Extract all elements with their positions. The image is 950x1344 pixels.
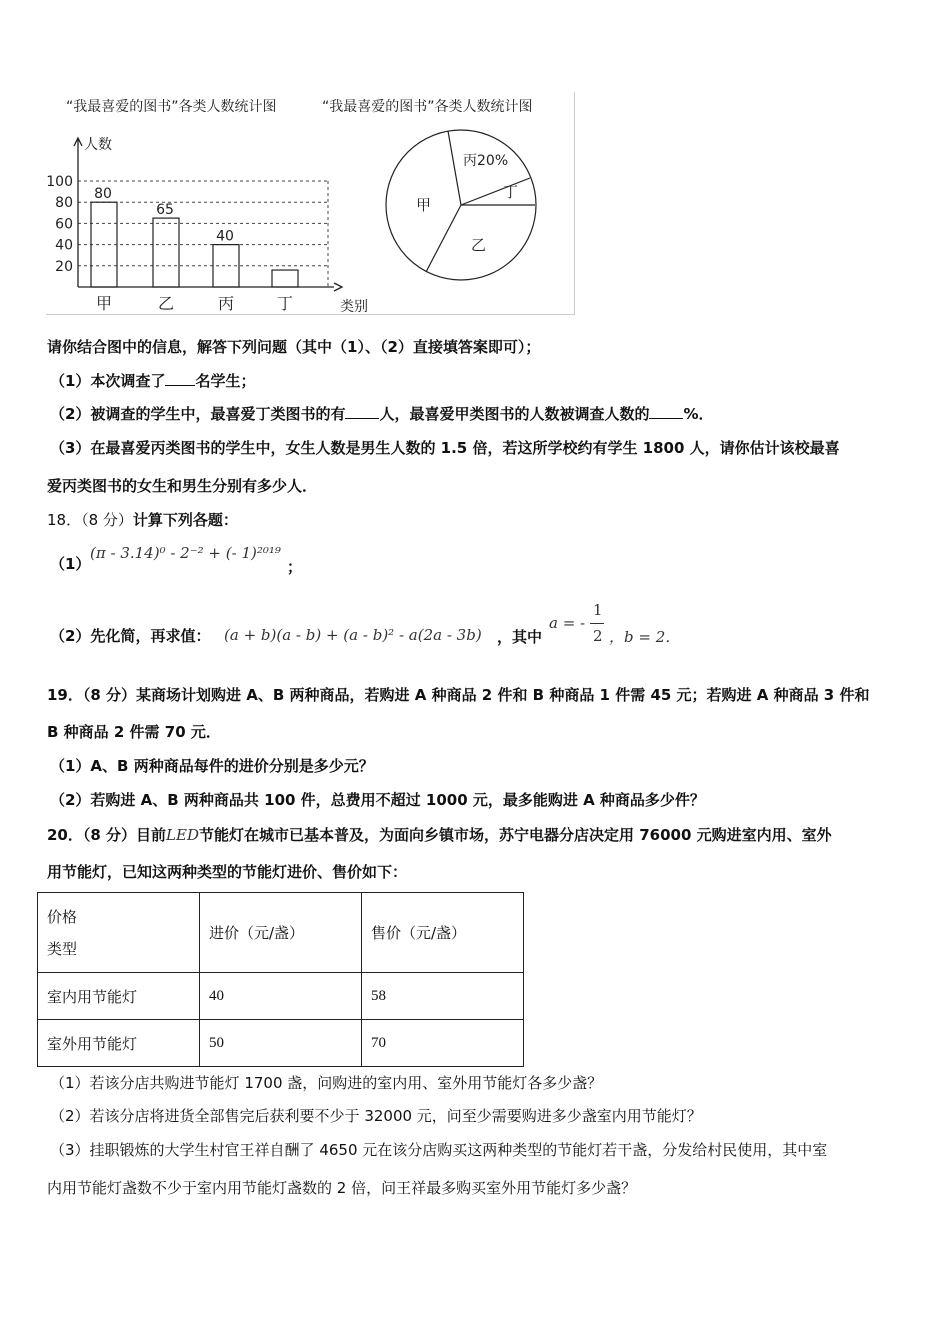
q18-a-equals: a = - xyxy=(549,614,586,632)
q18-expression-2: (a + b)(a - b) + (a - b)² - a(2a - 3b) xyxy=(224,626,482,644)
q18-b-equals: ，b = 2． xyxy=(609,628,681,646)
q17-part3-line2: 爱丙类图书的女生和男生分别有多少人． xyxy=(47,477,318,495)
pie-divider-jia-bing xyxy=(448,131,461,205)
pie-divider-yi-jia xyxy=(426,205,461,272)
table-row: 室外用节能灯 50 70 xyxy=(38,1020,524,1067)
q18-heading: 18．（8 分）计算下列各题： xyxy=(47,511,238,529)
q18-expression-1: (π - 3.14)⁰ - 2⁻² + (- 1)²⁰¹⁹ xyxy=(90,544,281,562)
q18-fraction-numerator: 1 xyxy=(593,601,603,619)
pie-divider-bing-ding xyxy=(461,178,530,205)
table-header-row xyxy=(38,893,524,973)
y-tick-label: 80 xyxy=(55,195,73,212)
q17-part1: （1）本次调查了 名学生； xyxy=(50,372,256,390)
q18-part1: （1） xyxy=(50,555,91,573)
y-tick-label: 20 xyxy=(55,258,73,275)
q20-part3-line2: 内用节能灯盏数不少于室内用节能灯盏数的 2 倍，问王祥最多购买室外用节能灯多少盏？ xyxy=(47,1179,637,1197)
q17-blank-2[interactable] xyxy=(345,404,379,419)
q20-part2: （2）若该分店将进货全部售完后获利要不少于 32000 元，问至少需要购进多少盏室内用节能灯？ xyxy=(50,1107,702,1125)
q19-part2: （2）若购进 A、B 两种商品共 100 件，总费用不超过 1000 元，最多能购进 A 种商品多少件？ xyxy=(50,791,705,809)
q17-part2: （2）被调查的学生中，最喜爱丁类图书的有 人，最喜爱甲类图书的人数被调查人数的 %． xyxy=(50,405,714,423)
table-row: 室内用节能灯 40 58 xyxy=(38,973,524,1020)
table-header-price: 售价（元/盏） xyxy=(362,893,524,973)
y-tick-label: 100 xyxy=(46,174,73,190)
pie-label-yi: 乙 xyxy=(471,236,487,254)
x-axis-title: 类别 xyxy=(340,299,368,315)
table-header-cost: 进价（元/盏） xyxy=(200,893,362,973)
bar-value-label: 40 xyxy=(216,228,234,245)
y-tick-label: 60 xyxy=(55,216,73,233)
q20-part1: （1）若该分店共购进节能灯 1700 盏，问购进的室内用、室外用节能灯各多少盏？ xyxy=(50,1074,603,1092)
q18-fraction-denominator: 2 xyxy=(593,627,603,645)
bar-chart-title: “我最喜爱的图书”各类人数统计图 xyxy=(66,99,277,115)
pie-label-jia: 甲 xyxy=(416,196,432,214)
q18-fraction-bar xyxy=(590,623,604,624)
pie-chart xyxy=(0,0,600,320)
q19-line1: 19．（8 分）某商场计划购进 A、B 两种商品，若购进 A 种商品 2 件和 B 种商品 1 件需 45 元；若购进 A 种商品 3 件和 xyxy=(47,686,870,704)
q17-part3-line1: （3）在最喜爱丙类图书的学生中，女生人数是男生人数的 1.5 倍，若这所学校约有学生 1800 人，请你估计该校最喜 xyxy=(50,439,840,457)
pie-label-ding: 丁 xyxy=(503,183,519,201)
q17-blank-3[interactable] xyxy=(649,404,683,419)
q17-blank-1[interactable] xyxy=(165,371,195,386)
bar-value-label: 65 xyxy=(156,202,174,219)
q18-part2: （2）先化简，再求值： xyxy=(50,627,211,645)
q18-part1-end: ； xyxy=(287,558,303,576)
q19-line2: B 种商品 2 件需 70 元． xyxy=(47,723,221,741)
table-corner-cell: 价格 类型 xyxy=(38,893,200,973)
q18-where: ，其中 xyxy=(497,628,543,646)
pie-chart-title: “我最喜爱的图书”各类人数统计图 xyxy=(322,99,533,115)
q19-part1: （1）A、B 两种商品每件的进价分别是多少元？ xyxy=(50,757,374,775)
x-tick-label: 甲 xyxy=(95,294,113,313)
price-table xyxy=(37,892,524,1067)
x-tick-label: 丙 xyxy=(217,294,235,313)
y-axis-title: 人数 xyxy=(84,137,112,153)
q20-line2: 用节能灯，已知这两种类型的节能灯进价、售价如下： xyxy=(47,863,408,881)
bar-value-label: 80 xyxy=(94,186,112,203)
q20-line1: 20．（8 分）目前LED节能灯在城市已基本普及，为面向乡镇市场，苏宁电器分店决定用 76000 元购进室内用、室外 xyxy=(47,826,832,844)
x-tick-label: 乙 xyxy=(157,294,175,313)
q17-intro: 请你结合图中的信息，解答下列问题（其中（1）、（2）直接填答案即可）； xyxy=(47,338,541,356)
x-tick-label: 丁 xyxy=(276,294,294,313)
q20-part3-line1: （3）挂职锻炼的大学生村官王祥自酬了 4650 元在该分店购买这两种类型的节能灯若干盏，分发给村民使用，其中室 xyxy=(50,1141,828,1159)
pie-label-bing: 丙20% xyxy=(463,153,509,169)
y-tick-label: 40 xyxy=(55,237,73,254)
